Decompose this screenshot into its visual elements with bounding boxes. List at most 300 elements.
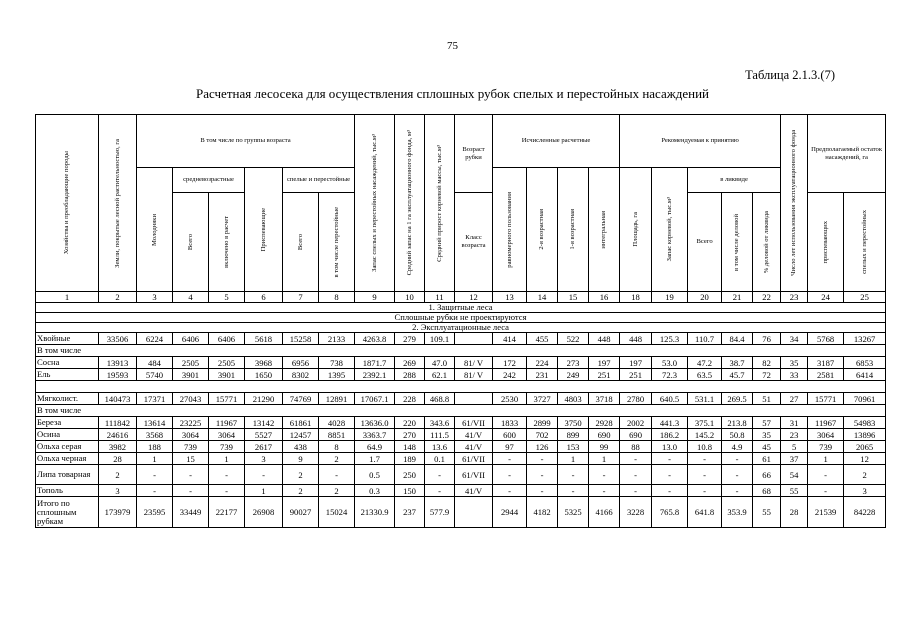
table-cell: 2899 — [527, 417, 558, 429]
table-cell: - — [620, 453, 652, 465]
header-liquid-total: Всего — [688, 193, 722, 292]
table-row-black-alder — [36, 453, 886, 465]
table-cell: 641.8 — [688, 497, 722, 528]
table-cell: 62.1 — [425, 369, 455, 381]
table-row-grey-alder — [36, 441, 886, 453]
table-cell: 5768 — [808, 333, 844, 345]
table-cell: 23595 — [137, 497, 173, 528]
table-cell: 690 — [620, 429, 652, 441]
table-cell: - — [652, 465, 688, 485]
table-cell: 35 — [781, 357, 808, 369]
table-cell: 57 — [753, 417, 781, 429]
table-cell: 522 — [558, 333, 589, 345]
column-number: 11 — [425, 292, 455, 303]
table-cell: - — [589, 485, 620, 497]
in-number-row-1 — [36, 345, 886, 357]
table-cell: - — [493, 465, 527, 485]
table-cell: 690 — [589, 429, 620, 441]
table-cell: 76 — [753, 333, 781, 345]
table-cell: 4.9 — [722, 441, 753, 453]
table-cell: 26908 — [245, 497, 283, 528]
table-cell: 11967 — [209, 417, 245, 429]
section-not-planned — [36, 313, 886, 323]
table-cell: 702 — [527, 429, 558, 441]
table-cell: 17371 — [137, 393, 173, 405]
table-cell: 3901 — [209, 369, 245, 381]
column-number: 6 — [245, 292, 283, 303]
header-business: в том числе деловой — [722, 193, 753, 292]
table-cell: - — [245, 465, 283, 485]
column-number: 14 — [527, 292, 558, 303]
header-age-groups: В том числе по группы возраста — [137, 115, 355, 168]
header-species: Хозяйства и преобладающие породы — [36, 115, 99, 292]
table-cell: 438 — [283, 441, 319, 453]
row-label: Липа товарная — [36, 465, 99, 485]
table-cell: 1871.7 — [355, 357, 395, 369]
header-rem-mature: спелых и перестойных — [844, 193, 886, 292]
table-cell: 153 — [558, 441, 589, 453]
header-remainder: Предполагаемый остаток насаждений, га — [808, 115, 886, 193]
column-number: 13 — [493, 292, 527, 303]
table-cell: 739 — [209, 441, 245, 453]
table-number: Таблица 2.1.3.(7) — [745, 68, 835, 82]
table-cell: 3718 — [589, 393, 620, 405]
allowable-cut-table — [35, 114, 886, 528]
column-number: 10 — [395, 292, 425, 303]
table-row-aspen — [36, 429, 886, 441]
table-cell: - — [425, 465, 455, 485]
table-cell: 2530 — [493, 393, 527, 405]
table-cell: 2392.1 — [355, 369, 395, 381]
table-cell: 899 — [558, 429, 589, 441]
table-cell: - — [688, 485, 722, 497]
header-age1: 1-я возрастная — [558, 168, 589, 292]
table-cell: - — [620, 465, 652, 485]
table-cell: 28 — [781, 497, 808, 528]
table-cell: 4803 — [558, 393, 589, 405]
header-overmature: в том числе перестойные — [319, 193, 355, 292]
table-cell: 150 — [395, 485, 425, 497]
table-cell: 37 — [781, 453, 808, 465]
header-uniform-use: равномерного пользования — [493, 168, 527, 292]
table-cell: 237 — [395, 497, 425, 528]
table-cell: 468.8 — [425, 393, 455, 405]
header-business-pct: % деловой от ликвида — [753, 193, 781, 292]
table-cell: 13.0 — [652, 441, 688, 453]
table-cell: 23 — [781, 429, 808, 441]
row-label: Ель — [36, 369, 99, 381]
table-cell: 4182 — [527, 497, 558, 528]
table-cell: 21539 — [808, 497, 844, 528]
table-cell: 3187 — [808, 357, 844, 369]
column-number: 5 — [209, 292, 245, 303]
table-cell: 1.7 — [355, 453, 395, 465]
header-stock-mature: Запас спелых и перестойных насаждений, тыс.м³ — [355, 115, 395, 292]
table-cell: - — [493, 453, 527, 465]
header-avg-growth: Средний прирост корневой массы, тыс.м³ — [425, 115, 455, 292]
table-cell: 2 — [844, 465, 886, 485]
table-cell: 197 — [620, 357, 652, 369]
table-cell: 0.1 — [425, 453, 455, 465]
table-row-pine — [36, 357, 886, 369]
header-cutting-age: Возраст рубки — [455, 115, 493, 193]
table-cell: 251 — [620, 369, 652, 381]
table-cell: 148 — [395, 441, 425, 453]
table-cell: 28 — [99, 453, 137, 465]
row-label: Ольха черная — [36, 453, 99, 465]
header-middle-total: Всего — [173, 193, 209, 292]
table-cell: - — [808, 465, 844, 485]
table-cell: 41/V — [455, 485, 493, 497]
table-cell — [455, 333, 493, 345]
table-cell: 64.9 — [355, 441, 395, 453]
table-cell: - — [652, 485, 688, 497]
table-cell: 251 — [589, 369, 620, 381]
table-cell: 15258 — [283, 333, 319, 345]
table-cell: 3363.7 — [355, 429, 395, 441]
table-cell: 2 — [319, 485, 355, 497]
table-cell: 0.3 — [355, 485, 395, 497]
table-cell: 13267 — [844, 333, 886, 345]
table-cell: 1833 — [493, 417, 527, 429]
row-label: Итого по сплошным рубкам — [36, 497, 99, 528]
table-cell: 1 — [808, 453, 844, 465]
header-middle-in-calc: включено в расчет — [209, 193, 245, 292]
table-cell: 6224 — [137, 333, 173, 345]
table-row-softleaf — [36, 393, 886, 405]
table-cell: 45 — [753, 441, 781, 453]
table-cell: 21330.9 — [355, 497, 395, 528]
table-cell: 1 — [245, 485, 283, 497]
in-number-label: В том числе — [36, 405, 886, 417]
table-cell: 739 — [173, 441, 209, 453]
row-label: Тополь — [36, 485, 99, 497]
table-cell: - — [722, 465, 753, 485]
spacer-row — [36, 381, 886, 393]
column-number: 12 — [455, 292, 493, 303]
section-exploitation-label: 2. Эксплуатационные леса — [36, 323, 886, 333]
table-cell: 197 — [589, 357, 620, 369]
table-cell: 484 — [137, 357, 173, 369]
table-cell: 22177 — [209, 497, 245, 528]
table-cell: - — [173, 485, 209, 497]
table-cell: 6414 — [844, 369, 886, 381]
table-cell: 5325 — [558, 497, 589, 528]
table-cell: 35 — [753, 429, 781, 441]
table-cell: 21290 — [245, 393, 283, 405]
header-calculated: Исчисленные расчетные — [493, 115, 620, 168]
table-cell: 2133 — [319, 333, 355, 345]
table-row-linden — [36, 465, 886, 485]
row-label: Мягколист. — [36, 393, 99, 405]
column-number: 4 — [173, 292, 209, 303]
table-cell: - — [527, 465, 558, 485]
column-number: 24 — [808, 292, 844, 303]
table-cell: 50.8 — [722, 429, 753, 441]
table-cell: 0.5 — [355, 465, 395, 485]
table-cell: 12 — [844, 453, 886, 465]
table-cell: 70961 — [844, 393, 886, 405]
table-cell: 2 — [99, 465, 137, 485]
column-number: 20 — [688, 292, 722, 303]
table-cell: 600 — [493, 429, 527, 441]
table-cell: 3968 — [245, 357, 283, 369]
row-label: Сосна — [36, 357, 99, 369]
table-cell: 189 — [395, 453, 425, 465]
table-title: Расчетная лесосека для осуществления сплошных рубок спелых и перестойных насаждений — [196, 86, 709, 101]
table-cell: 250 — [395, 465, 425, 485]
table-cell: 72 — [753, 369, 781, 381]
column-number: 2 — [99, 292, 137, 303]
table-cell: 81/ V — [455, 369, 493, 381]
table-cell: 126 — [527, 441, 558, 453]
table-cell: 47.2 — [688, 357, 722, 369]
table-cell: 448 — [620, 333, 652, 345]
table-cell: 61/VII — [455, 465, 493, 485]
section-not-planned-label: Сплошные рубки не проектируются — [36, 313, 886, 323]
table-cell: 145.2 — [688, 429, 722, 441]
table-cell: 68 — [753, 485, 781, 497]
table-cell: 2002 — [620, 417, 652, 429]
table-cell: - — [589, 465, 620, 485]
table-cell: 13614 — [137, 417, 173, 429]
table-cell: 9 — [283, 453, 319, 465]
header-integral: интегральная — [589, 168, 620, 292]
table-cell: 45.7 — [722, 369, 753, 381]
table-cell: 577.9 — [425, 497, 455, 528]
table-cell: 55 — [753, 497, 781, 528]
header-mature-total: Всего — [283, 193, 319, 292]
table-cell: 19593 — [99, 369, 137, 381]
table-cell: 81/ V — [455, 357, 493, 369]
table-cell: 84228 — [844, 497, 886, 528]
table-cell: 1 — [137, 453, 173, 465]
table-cell: 12457 — [283, 429, 319, 441]
table-cell: 33506 — [99, 333, 137, 345]
table-cell: 1 — [589, 453, 620, 465]
table-cell: 269 — [395, 357, 425, 369]
table-cell: 8 — [319, 441, 355, 453]
table-cell: 2505 — [209, 357, 245, 369]
column-number: 19 — [652, 292, 688, 303]
table-cell: 24616 — [99, 429, 137, 441]
table-cell: 448 — [589, 333, 620, 345]
table-cell: 27 — [781, 393, 808, 405]
table-cell: 13636.0 — [355, 417, 395, 429]
header-young: Молодняки — [137, 168, 173, 292]
table-cell: 8851 — [319, 429, 355, 441]
table-cell: 11967 — [808, 417, 844, 429]
table-cell: 353.9 — [722, 497, 753, 528]
table-cell: - — [527, 485, 558, 497]
table-cell: 1395 — [319, 369, 355, 381]
table-cell: 6853 — [844, 357, 886, 369]
page-number: 75 — [447, 40, 458, 52]
table-cell: 249 — [558, 369, 589, 381]
table-cell: 61/VII — [455, 417, 493, 429]
column-number: 7 — [283, 292, 319, 303]
column-number: 21 — [722, 292, 753, 303]
table-cell: 242 — [493, 369, 527, 381]
header-land-area: Земли, покрытые лесной растительностью, га — [99, 115, 137, 292]
table-row-birch — [36, 417, 886, 429]
table-cell: 15771 — [808, 393, 844, 405]
table-cell: 2 — [319, 453, 355, 465]
column-number: 25 — [844, 292, 886, 303]
table-cell: 1 — [558, 453, 589, 465]
table-cell: - — [688, 465, 722, 485]
table-cell: 97 — [493, 441, 527, 453]
header-age2: 2-я возрастная — [527, 168, 558, 292]
table-cell: 220 — [395, 417, 425, 429]
header-middle-aged: средневозрастные — [173, 168, 245, 193]
header-area: Площадь, га — [620, 168, 652, 292]
table-cell: - — [722, 453, 753, 465]
table-cell: 8302 — [283, 369, 319, 381]
table-cell: - — [558, 465, 589, 485]
table-cell: 1 — [209, 453, 245, 465]
in-number-label: В том числе — [36, 345, 886, 357]
table-cell: 2928 — [589, 417, 620, 429]
table-cell: 82 — [753, 357, 781, 369]
header-avg-stock: Средний запас на 1 га эксплуатационного фонда, м³ — [395, 115, 425, 292]
table-row-conifer — [36, 333, 886, 345]
table-cell: 5618 — [245, 333, 283, 345]
table-cell: 41/V — [455, 429, 493, 441]
table-cell: - — [722, 485, 753, 497]
table-container — [35, 114, 885, 528]
table-cell: 53.0 — [652, 357, 688, 369]
table-cell: 61/VII — [455, 453, 493, 465]
table-cell: 2617 — [245, 441, 283, 453]
table-cell: 270 — [395, 429, 425, 441]
column-number: 9 — [355, 292, 395, 303]
row-label: Ольха серая — [36, 441, 99, 453]
table-cell: 5 — [781, 441, 808, 453]
section-exploitation — [36, 323, 886, 333]
header-rem-premature: приспевающих — [808, 193, 844, 292]
table-cell: 140473 — [99, 393, 137, 405]
table-cell: 33 — [781, 369, 808, 381]
table-cell: 213.8 — [722, 417, 753, 429]
column-number: 16 — [589, 292, 620, 303]
table-cell: 640.5 — [652, 393, 688, 405]
table-cell: 343.6 — [425, 417, 455, 429]
table-cell: 111842 — [99, 417, 137, 429]
table-cell: 47.0 — [425, 357, 455, 369]
table-cell: 109.1 — [425, 333, 455, 345]
row-label: Хвойные — [36, 333, 99, 345]
in-number-row-2 — [36, 405, 886, 417]
table-cell: 273 — [558, 357, 589, 369]
table-cell: 13913 — [99, 357, 137, 369]
row-label: Осина — [36, 429, 99, 441]
table-cell: 4166 — [589, 497, 620, 528]
table-cell: 765.8 — [652, 497, 688, 528]
header-premature: Приспевающие — [245, 168, 283, 292]
row-label: Береза — [36, 417, 99, 429]
table-row-spruce — [36, 369, 886, 381]
table-cell: 3727 — [527, 393, 558, 405]
table-cell: 84.4 — [722, 333, 753, 345]
table-cell: 41/V — [455, 441, 493, 453]
table-cell: 15771 — [209, 393, 245, 405]
table-cell: 3901 — [173, 369, 209, 381]
column-numbers-row — [36, 292, 886, 303]
table-cell: - — [558, 485, 589, 497]
table-cell: 13142 — [245, 417, 283, 429]
table-cell: 61 — [753, 453, 781, 465]
table-cell: 186.2 — [652, 429, 688, 441]
table-cell: 111.5 — [425, 429, 455, 441]
table-cell: 27043 — [173, 393, 209, 405]
table-cell: - — [688, 453, 722, 465]
table-cell: 34 — [781, 333, 808, 345]
table-cell: 4028 — [319, 417, 355, 429]
table-cell: 3228 — [620, 497, 652, 528]
table-cell: 1650 — [245, 369, 283, 381]
table-cell: 31 — [781, 417, 808, 429]
table-cell: 173979 — [99, 497, 137, 528]
table-cell: 3 — [245, 453, 283, 465]
table-cell: 531.1 — [688, 393, 722, 405]
table-cell: 2 — [283, 465, 319, 485]
table-cell: - — [652, 453, 688, 465]
table-cell: 54 — [781, 465, 808, 485]
column-number: 15 — [558, 292, 589, 303]
table-cell: 15024 — [319, 497, 355, 528]
table-cell: 12891 — [319, 393, 355, 405]
table-cell: 414 — [493, 333, 527, 345]
table-cell: - — [319, 465, 355, 485]
column-number: 3 — [137, 292, 173, 303]
table-cell: 17067.1 — [355, 393, 395, 405]
table-cell: 10.8 — [688, 441, 722, 453]
table-cell: 66 — [753, 465, 781, 485]
spacer-cell — [36, 381, 886, 393]
table-cell: 23225 — [173, 417, 209, 429]
table-cell: - — [620, 485, 652, 497]
table-cell: 38.7 — [722, 357, 753, 369]
table-cell: 3 — [99, 485, 137, 497]
table-cell: - — [209, 485, 245, 497]
column-number: 1 — [36, 292, 99, 303]
table-cell: 738 — [319, 357, 355, 369]
table-cell: 3064 — [209, 429, 245, 441]
table-cell: 2 — [283, 485, 319, 497]
table-cell: - — [527, 453, 558, 465]
table-cell: - — [173, 465, 209, 485]
header-age-class: Класс возраста — [455, 193, 493, 292]
table-cell: 441.3 — [652, 417, 688, 429]
table-cell: 3064 — [808, 429, 844, 441]
table-cell: 2944 — [493, 497, 527, 528]
table-cell: 15 — [173, 453, 209, 465]
table-cell: 63.5 — [688, 369, 722, 381]
table-cell: 13896 — [844, 429, 886, 441]
header-recommended: Рекомендуемая к принятию — [620, 115, 781, 168]
table-cell — [455, 497, 493, 528]
table-cell: 3750 — [558, 417, 589, 429]
table-cell: 74769 — [283, 393, 319, 405]
table-cell: 3 — [844, 485, 886, 497]
table-cell: 269.5 — [722, 393, 753, 405]
table-cell: 231 — [527, 369, 558, 381]
table-cell: 88 — [620, 441, 652, 453]
table-cell: 3982 — [99, 441, 137, 453]
section-protective — [36, 303, 886, 313]
table-cell — [455, 393, 493, 405]
